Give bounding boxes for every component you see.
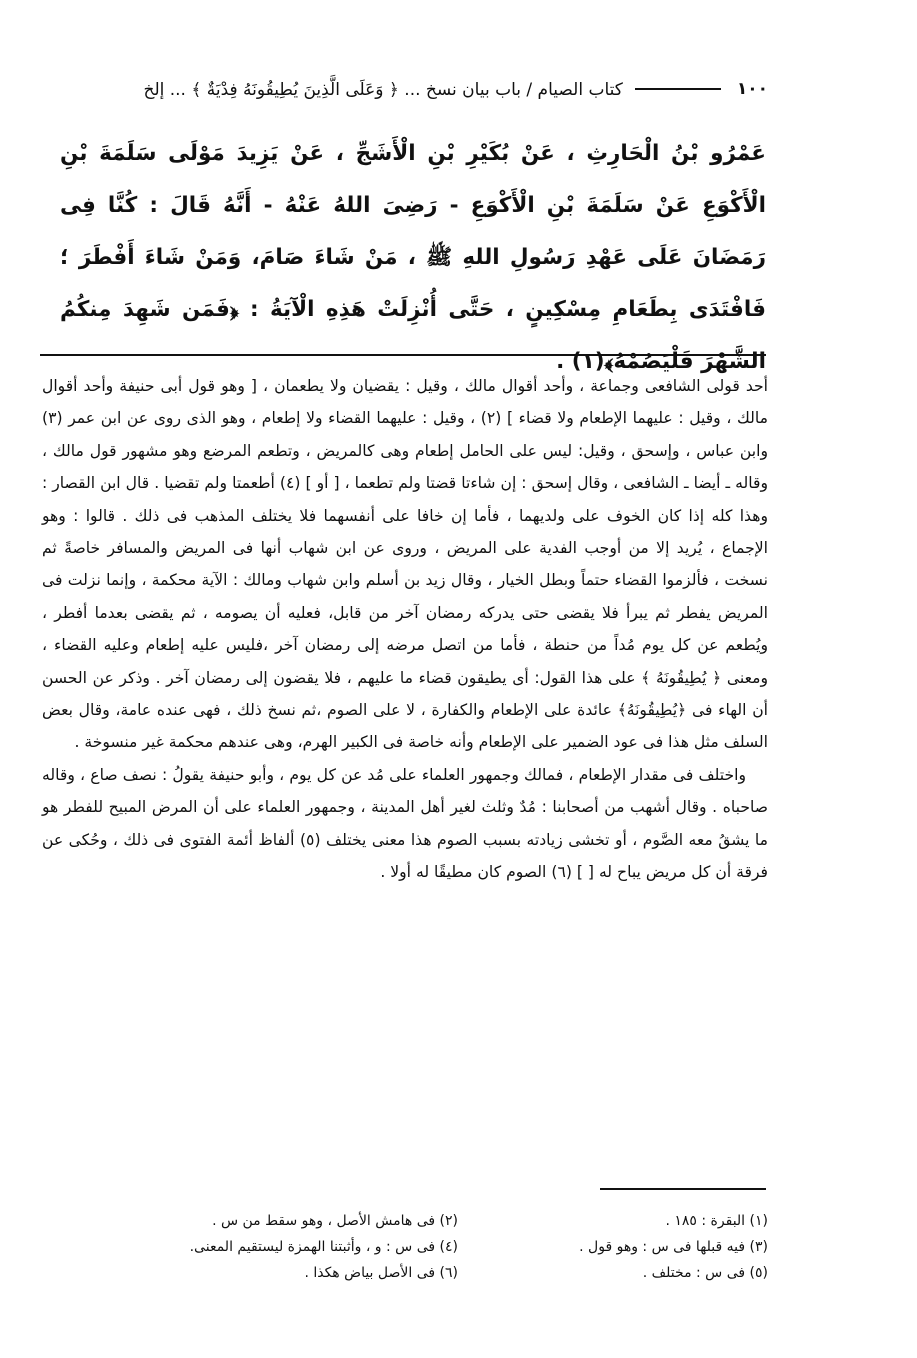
section-divider — [40, 354, 766, 356]
footnote-4: (٤) فى س : و ، وأثبتنا الهمزة ليستقيم المعنى. — [189, 1239, 458, 1255]
footnote-3: (٣) فيه قبلها فى س : وهو قول . — [579, 1239, 768, 1255]
footnote-row — [148, 1234, 768, 1260]
footnote-row — [148, 1208, 768, 1234]
footnote-2: (٢) فى هامش الأصل ، وهو سقط من س . — [212, 1213, 458, 1229]
hadith-text: عَمْرُو بْنُ الْحَارِثِ ، عَنْ بُكَيْرِ بْنِ الْأَشَجِّ ، عَنْ يَزِيدَ مَوْلَى سَلَمَةَ بْنِ الْأَكْوَعِ عَنْ سَلَمَةَ بْنِ الْأَكْوَعِ - رَضِىَ اللهُ عَنْهُ - أَنَّهُ قَالَ : كُنَّا فِى رَمَضَانَ عَلَى عَهْدِ رَسُولِ اللهِ ﷺ ، مَنْ شَاءَ صَامَ، وَمَنْ شَاءَ أَفْطَرَ ؛ فَافْتَدَى بِطَعَامِ مِسْكِينٍ ، حَتَّى أُنْزِلَتْ هَذِهِ الْآيَةُ : ﴿فَمَن شَهِدَ مِنكُمُ الشَّهْرَ فَلْيَصُمْهُ﴾(١) . — [60, 141, 766, 374]
footnotes — [148, 1208, 768, 1286]
footnote-rule — [600, 1188, 766, 1190]
footnote-5: (٥) فى س : مختلف . — [642, 1265, 768, 1281]
commentary-paragraph: أحد قولى الشافعى وجماعة ، وأحد أقوال مالك ، وقيل : يقضيان ولا يطعمان ، [ وهو قول أبى حنيفة وأحد أقوال مالك ، وقيل : عليهما الإطعام ولا قضاء ] (٢) ، وقيل : عليهما القضاء ولا إطعام ، وهو الذى روى عن ابن عمر (٣) وابن عباس ، وإسحق ، وقيل: ليس على الحامل إطعام وهى كالمريض ، وتطعم المرضع وهو مشهور قول مالك ، وقاله ـ أيضا ـ الشافعى ، وقال إسحق : إن شاءتا قضتا ولم تطعما ، [ أو ] (٤) أطعمتا ولم تقضيا . قال ابن القصار : وهذا كله إذا كان الخوف على ولديهما ، فأما إن خافا على أنفسهما فلا يختلف المذهب فى ذلك . قالوا : وهو الإجماع ، يُريد إلا من أوجب الفدية على المريض ، وروى عن ابن شهاب أنها فى المريض والمسافر خاصةً ثم نسخت ، فألزموا القضاء حتماً وبطل الخيار ، وقال زيد بن أسلم وابن شهاب ومالك : الآية محكمة ، وإنما نزلت فى المريض يفطر ثم يبرأ فلا يقضى حتى يدركه رمضان آخر من قابل، فعليه أن يصومه ، ثم يقضى بعدما أفطر ، ويُطعم عن كل يوم مُداً من حنطة ، فأما من اتصل مرضه إلى رمضان آخر ،فليس عليه إطعام وعليه القضاء ، ومعنى ﴿ يُطِيقُونَهُ ﴾ على هذا القول: أى يطيقون قضاء ما عليهم ، فلا يقضون إلى رمضان آخر . وذكر عن الحسن أن الهاء فى ﴿يُطِيقُونَهُ﴾ عائدة على الإطعام والكفارة ، لا على الصوم ،ثم نسخ ذلك ، فهى عنده عامة، وقال بعض السلف مثل هذا فى عود الضمير على الإطعام وأنه خاصة فى الكبير الهرم، وهى عندهم محكمة غير منسوخة . — [42, 377, 768, 752]
footnote-row — [148, 1260, 768, 1286]
header-rule — [635, 88, 721, 90]
running-title: كتاب الصيام / باب بيان نسخ ... ﴿ وَعَلَى الَّذِينَ يُطِيقُونَهُ فِدْيَةٌ ﴾ ... إلخ — [143, 79, 623, 100]
commentary-paragraph: واختلف فى مقدار الإطعام ، فمالك وجمهور العلماء على مُد عن كل يوم ، وأبو حنيفة يقولُ : نصف صاع ، وقاله صاحباه . وقال أشهب من أصحابنا : مُدٌ وثلث لغير أهل المدينة ، وجمهور العلماء على أن المرض المبيح للفطر هو ما يشقُ معه الصَّوم ، أو تخشى زيادته بسبب الصوم هذا معنى يختلف (٥) ألفاظ أئمة الفتوى فى ذلك ، وحُكى عن فرقة أن كل مريض يباح له [ ] (٦) الصوم كان مطيقًا له أولا . — [42, 765, 768, 882]
page-number: ١٠٠ — [736, 79, 768, 99]
page-header — [58, 74, 768, 104]
footnote-1: (١) البقرة : ١٨٥ . — [665, 1213, 768, 1229]
commentary — [42, 370, 768, 889]
footnote-6: (٦) فى الأصل بياض هكذا . — [304, 1265, 458, 1281]
